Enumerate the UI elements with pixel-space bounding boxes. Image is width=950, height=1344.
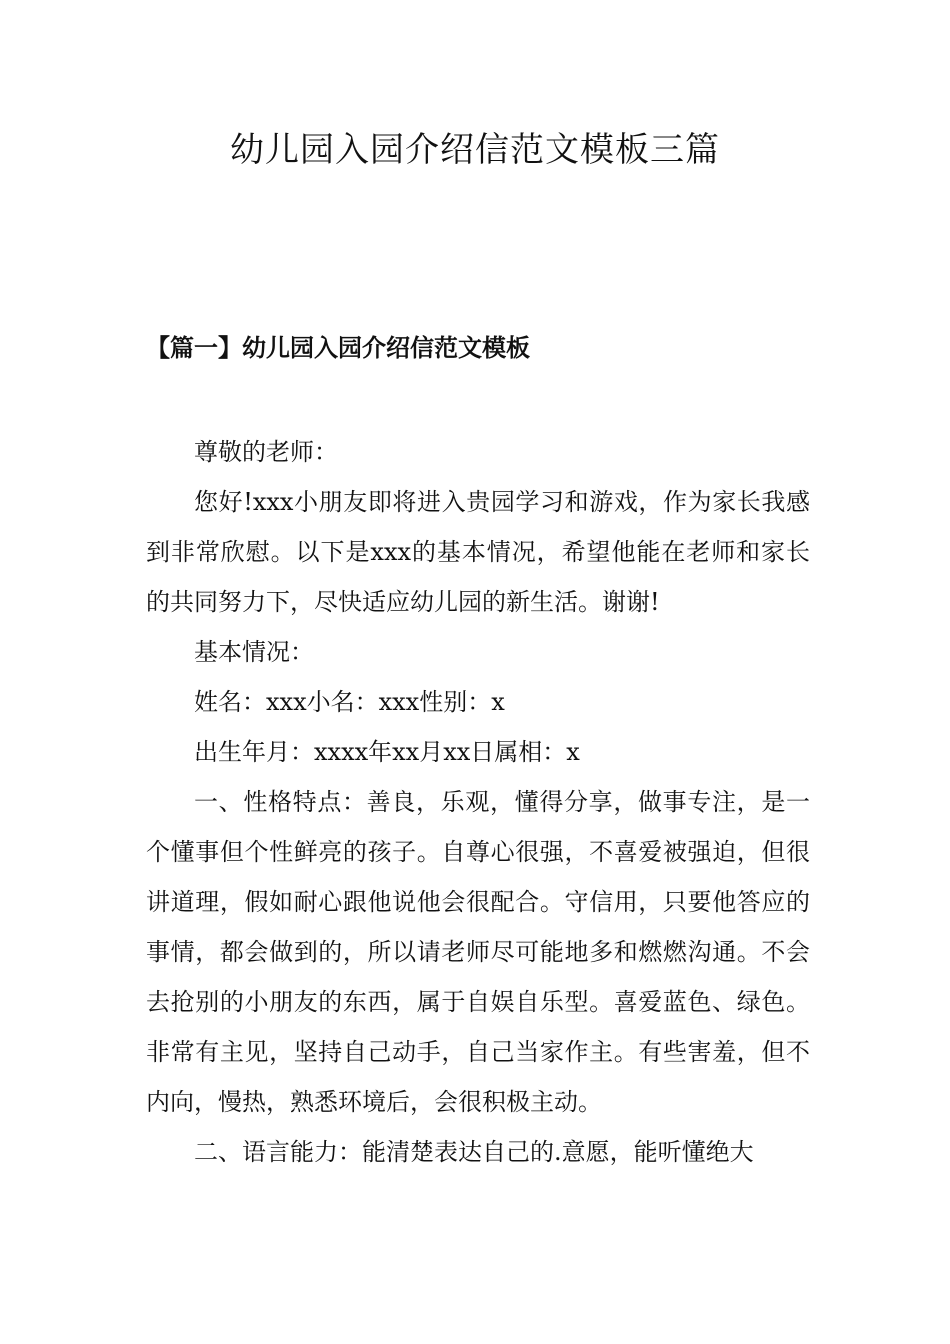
language-paragraph: 二、语言能力：能清楚表达自己的.意愿，能听懂绝大 bbox=[194, 1138, 754, 1166]
basic-info-heading: 基本情况： bbox=[194, 638, 314, 666]
salutation-paragraph: 尊敬的老师： bbox=[194, 438, 338, 466]
section-heading: 【篇一】幼儿园入园介绍信范文模板 bbox=[146, 333, 530, 362]
document-title: 幼儿园入园介绍信范文模板三篇 bbox=[230, 130, 720, 170]
name-line: 姓名：xxx小名：xxx性别：x bbox=[194, 688, 505, 716]
birth-line: 出生年月：xxxx年xx月xx日属相：x bbox=[194, 738, 580, 766]
intro-paragraph: 您好!xxx小朋友即将进入贵园学习和游戏，作为家长我感到非常欣慰。以下是xxx的基本情况，希望他能在老师和家长的共同努力下，尽快适应幼儿园的新生活。谢谢! bbox=[146, 488, 810, 616]
personality-paragraph: 一、性格特点：善良，乐观，懂得分享，做事专注，是一个懂事但个性鲜亮的孩子。自尊心很强，不喜爱被强迫，但很讲道理，假如耐心跟他说他会很配合。守信用，只要他答应的事情，都会做到的，所以请老师尽可能地多和燃燃沟通。不会去抢别的小朋友的东西，属于自娱自乐型。喜爱蓝色、绿色。非常有主见，坚持自己动手，自己当家作主。有些害羞，但不内向，慢热，熟悉环境后，会很积极主动。 bbox=[146, 788, 810, 1116]
document-body bbox=[146, 427, 810, 1177]
